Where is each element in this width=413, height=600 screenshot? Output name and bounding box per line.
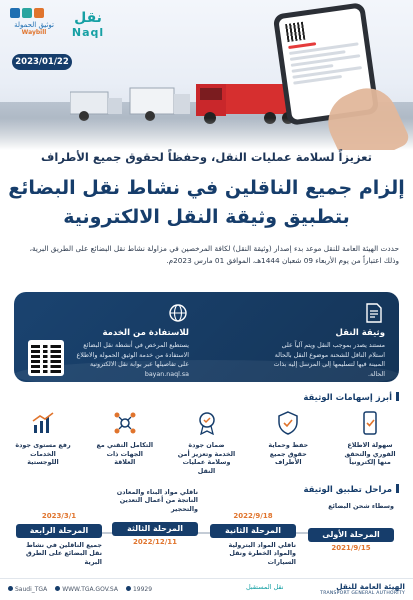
intro-paragraph: حددت الهيئة العامة للنقل موعد بدء إصدار (وثيقة النقل) لكافة المرخصين في مزاولة نشاط نقل البضائع على الطريق البرية، وذلك اعتباراً من يوم الأربعاء 09 شعبان 1444هـ، الموافق 01 مارس 2023م. — [29, 244, 399, 265]
qr-icon — [285, 22, 305, 42]
phone-icon — [126, 586, 131, 591]
naql-footer-logo: نقل المستقبل — [246, 583, 284, 591]
phone-check-icon — [357, 410, 383, 436]
contribution-item: رفع مستوى جودة الخدمات اللوجستية — [14, 410, 72, 480]
footer-contacts — [8, 586, 152, 593]
phone-link[interactable]: 19929 — [126, 586, 152, 593]
footer — [0, 578, 413, 600]
timeline-stage: 2022/9/18 المرحلة الثانية ناقلي المواد البترولية والمواد الخطرة ونقل السيارات — [210, 512, 296, 566]
document-icon — [363, 302, 385, 324]
service-info: للاستفادة من الخدمة يستطيع المرخص في أنشطة نقل البضائع الاستفادة من خدمة الوثيق الحمولة والاطلاع على تفاصيلها عبر بوابة نقل الالكترونية bayan.naql.sa — [24, 302, 189, 379]
globe-icon — [167, 302, 189, 324]
qr-code-image[interactable] — [28, 340, 64, 376]
date-badge: 2023/01/22 — [12, 54, 72, 70]
timeline-heading: مراحل تطبيق الوثيقة — [303, 484, 399, 495]
subtitle: تعزيزاً لسلامة عمليات النقل، وحفظاً لحقوق جميع الأطراف — [41, 150, 372, 164]
timeline-stage: 2023/3/1 المرحلة الرابعة جميع الناقلين في نشاط نقل البضائع على الطرق البرية — [16, 512, 102, 566]
contributions-list — [14, 410, 399, 480]
page-title-line2: بتطبيق وثيقة النقل الالكترونية — [63, 206, 350, 228]
web-icon — [55, 586, 60, 591]
network-icon — [112, 410, 138, 436]
contribution-item: ضمان جودة الخدمة وتعزيز أمن وسلامة عمليات النقل — [178, 410, 236, 480]
social-link[interactable]: Saudi_TGA — [8, 586, 47, 593]
document-info: وثيقة النقل مستند يصدر بموجب النقل ويتم آلياً على استلام الناقل للشحنة موضوع النقل بالحالة المبينة فيها لتسليمها إلى المرسل إليه بذات الحالة. — [220, 302, 385, 379]
contribution-item: حفظ وحماية حقوق جميع الأطراف — [259, 410, 317, 480]
twitter-icon — [8, 586, 13, 591]
website-link[interactable]: WWW.TGA.GOV.SA — [55, 586, 118, 593]
hero-banner — [0, 0, 413, 150]
wayspa-logo: توثيق الحمولة Waybill — [10, 8, 58, 48]
page-title: إلزام جميع الناقلين في نشاط نقل البضائع — [8, 177, 405, 199]
chart-up-icon — [30, 410, 56, 436]
timeline-stage: ناقلي مواد البناء والمعادن الناتجة من أعمال التعدين والتحجير المرحلة الثالثة 2022/12/11 — [112, 488, 198, 546]
contribution-item: سهولة الاطلاع الفوري والتحقق منها إلكترونياً — [341, 410, 399, 480]
contributions-heading: أبرز إسهامات الوثيقة — [303, 392, 399, 403]
timeline-stage: وسطاء شحن البضائع المرحلة الأولى 2021/9/15 — [308, 502, 394, 552]
naql-logo: نقل Naql — [71, 10, 105, 39]
badge-icon — [194, 410, 220, 436]
shield-check-icon — [275, 410, 301, 436]
contribution-item: التكامل التقني مع الجهات ذات العلاقة — [96, 410, 154, 480]
tga-logo: الهيئة العامة للنقل TRANSPORT GENERAL AUTHORITY — [320, 582, 405, 596]
info-panel — [14, 292, 399, 382]
